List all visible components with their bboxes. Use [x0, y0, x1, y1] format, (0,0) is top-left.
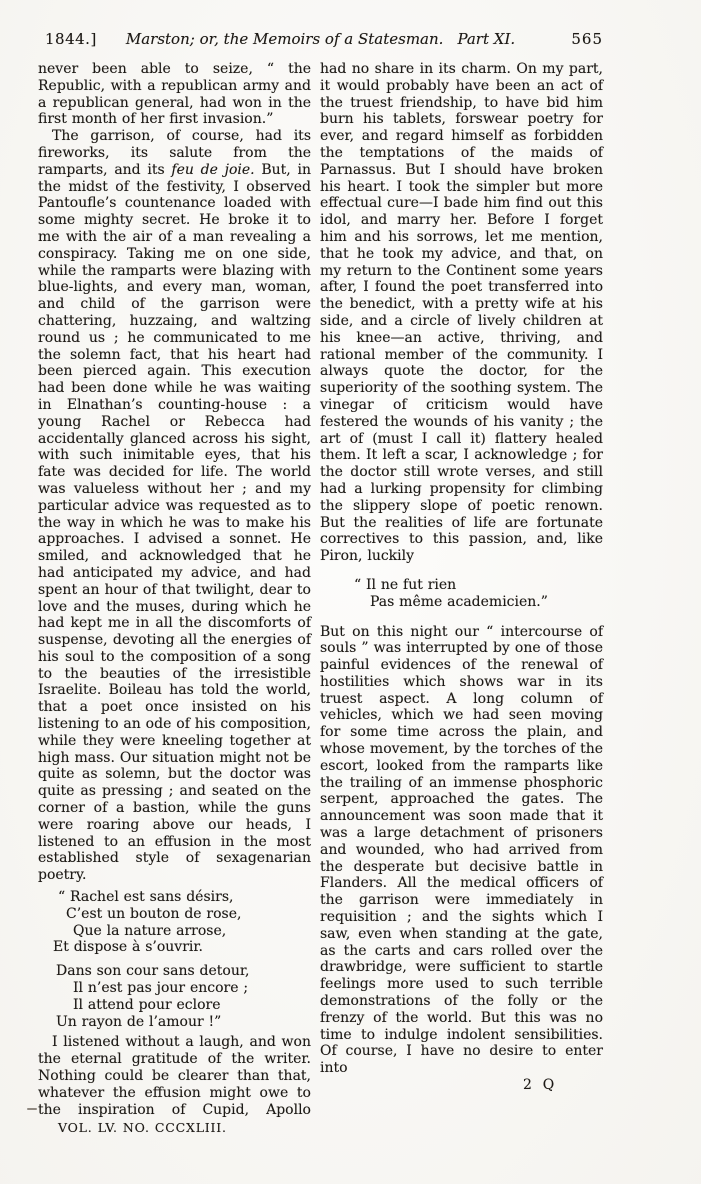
printer-signature-mark: 2 Q	[523, 1077, 558, 1094]
right-column	[320, 61, 603, 1137]
poem-line: Il n’est pas jour encore ;	[73, 980, 249, 997]
paragraph-charm: had no share in its charm. On my part, it would probably have been an act of the truest friendship, to have bid him burn his tablets, forswear poetry for ever, and regard himself as forbidden the temptations of the maids of Parnassus. But I should have broken his heart. I took the simpler but more effectual cure—I bade him find out this idol, and marry her. Before I forget him and his sorrows, let me mention, that he took my advice, and that, on my return to the Continent some years after, I found the poet transferred into the benedict, with a pretty wife at his side, and a circle of lively children at his knee—an active, thriving, and rational member of the community. I always quote the doctor, for the superiority of the soothing system. The vinegar of criticism would have festered the wounds of his vanity ; the art of (must I call it) flattery healed them. It left a scar, I acknowledge ; for the doctor still wrote verses, and still had a lurking propensity for climbing the slippery slope of poetic renown. But the realities of life are fortunate correctives to this passion, and, like Piron, luckily	[320, 61, 603, 565]
poem-rachel	[38, 889, 311, 1030]
poem-line: Il attend pour eclore	[73, 996, 221, 1013]
header-title-group	[38, 30, 603, 48]
paragraph-hostilities: But on this night our “ intercourse of souls ” was interrupted by one of those painful evidences of the renewal of hostilities which shows war in its truest aspect. A long column of vehicles, which we had seen moving for some time across the plain, and whose movement, by the torches of the escort, looked from the ramparts like the trailing of an immense phosphoric serpent, approached the gates. The announcement was soon made that it was a large detachment of prisoners and wounded, who had arrived from the desperate but decisive battle in Flanders. All the medical officers of the garrison were immediately in requisition ; and the sights which I saw, even when standing at the gate, as the carts and cars rolled over the drawbridge, were sufficient to startle feelings more used to such terrible demonstrations of the folly or the frenzy of the world. But this was no time to indulge indolent sensibilities. Of course, I have no desire to enter into	[320, 623, 603, 1077]
quote-line: “ Il ne fut rien	[354, 576, 457, 593]
text-columns	[38, 61, 701, 1137]
paragraph-garrison	[38, 128, 311, 884]
poem-line: Que la nature arrose,	[73, 922, 227, 939]
header-part-number: Part XI.	[457, 30, 516, 48]
running-head	[38, 30, 603, 52]
header-title: Marston; or, the Memoirs of a Statesman.	[125, 30, 444, 48]
paragraph-continuation: never been able to seize, “ the Republic, with a republican army and a republican general, had won in the first month of her first invasion.”	[38, 61, 311, 128]
quote-piron	[320, 577, 603, 611]
poem-line: Dans son cour sans detour,	[56, 963, 250, 980]
paragraph-listened: I listened without a laugh, and won the eternal gratitude of the writer. Nothing could be clearer than that, whatever the effusion might owe to the inspiration of Cupid, Apollo	[38, 1034, 311, 1118]
volume-imprint-line: VOL. LV. NO. CCCXLIII.	[58, 1120, 227, 1136]
poem-line: Et dispose à s’ouvrir.	[53, 939, 203, 956]
poem-line: C’est un bouton de rose,	[66, 905, 242, 922]
poem-stanza-2	[38, 963, 311, 1030]
french-phrase-italic: feu de joie.	[171, 161, 255, 178]
scan-artifact-dash	[27, 1108, 37, 1110]
quote-line: Pas même academicien.”	[370, 593, 548, 610]
poem-line: “ Rachel est sans désirs,	[58, 889, 234, 906]
paragraph-garrison-text: The garrison, of course, had its fireworks, its salute from the ramparts, and its	[38, 128, 311, 178]
paragraph-garrison-text-after: But, in the midst of the festivity, I observed Pantoufle’s countenance loaded with some mighty secret. He broke it to me with the air of a man revealing a conspiracy. Taking me on one side, while the ramparts were blazing with blue-lights, and every man, woman, and child of the garrison were chattering, huzzaing, and waltzing round us ; he communicated to me the solemn fact, that his heart had been pierced again. This execution had been done while he was waiting in Elnathan’s counting-house : a young Rachel or Rebecca had accidentally glanced across his sight, with such inimitable eyes, that his fate was decided for life. The world was valueless without her ; and my particular advice was requested as to the way in which he was to make his approaches. I advised a sonnet. He smiled, and acknowledged that he had anticipated my advice, and had spent an hour of that twilight, dear to love and the muses, during which he had kept me in all the discomforts of suspense, devoting all the energies of his soul to the composition of a song to the beauties of the irresistible Israelite. Boileau has told the world, that a poet once insisted on his listening to an ode of his composition, while they were kneeling together at high mass. Our situation might not be quite as solemn, but the doctor was quite as pressing ; and seated on the corner of a bastion, while the guns were roaring above our heads, I listened to an effusion in the most established style of sexagenarian poetry.	[38, 161, 311, 884]
poem-line: Un rayon de l’amour !”	[56, 1013, 222, 1030]
left-column	[38, 61, 311, 1137]
header-page-number: 565	[571, 30, 603, 48]
header-year: 1844.]	[45, 30, 97, 48]
